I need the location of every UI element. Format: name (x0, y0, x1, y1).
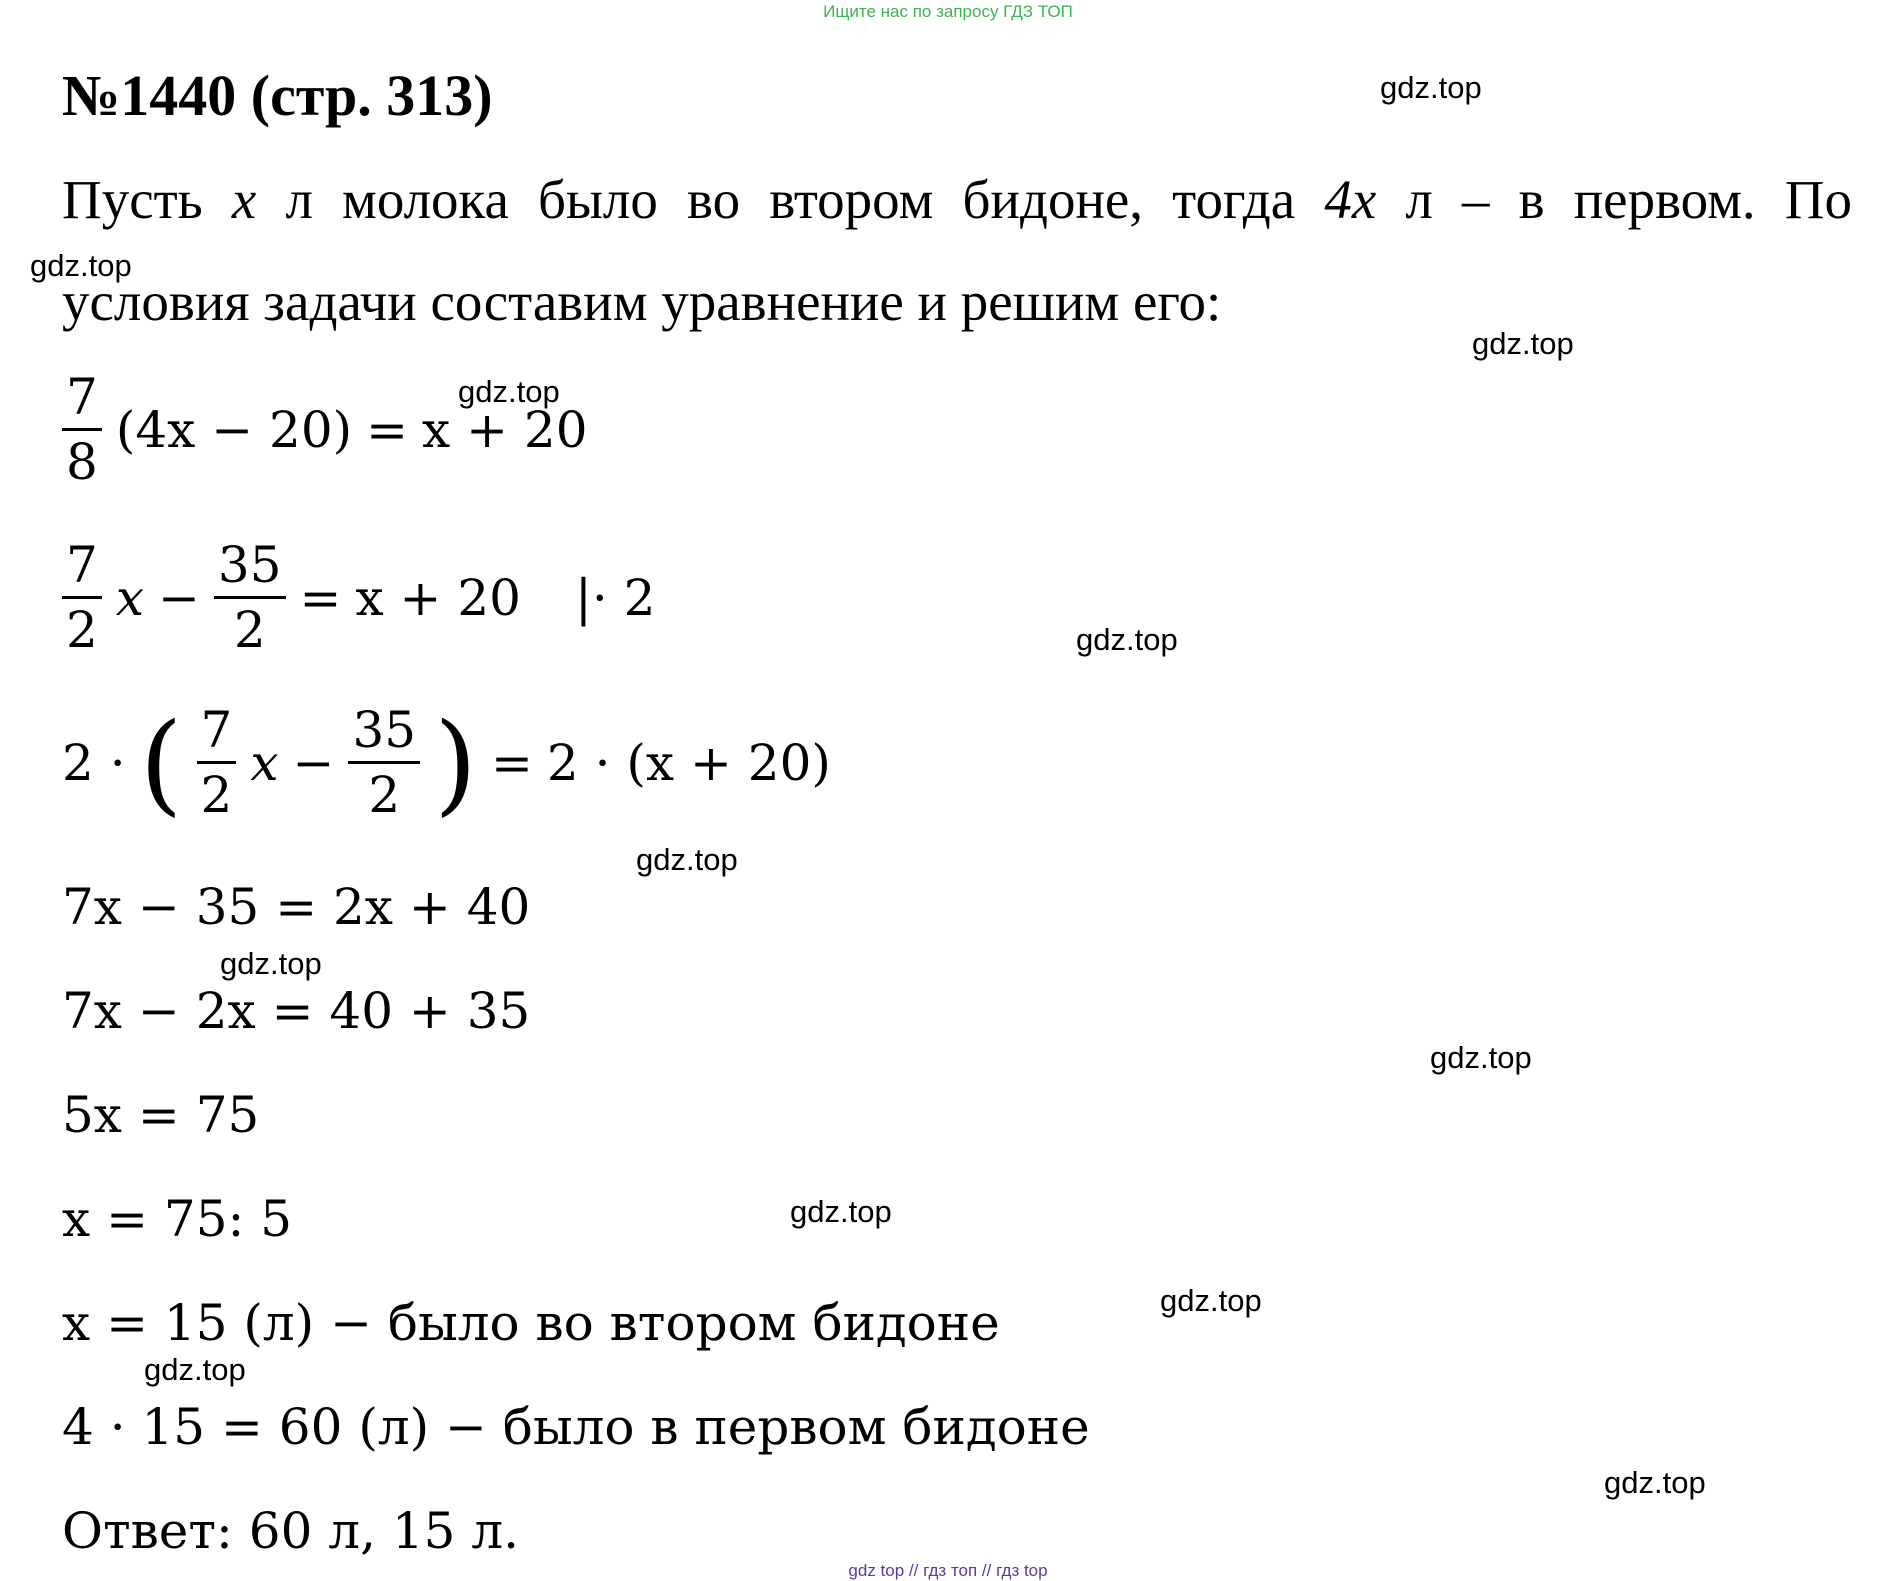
intro-var-x: x (231, 169, 257, 230)
equation-7: x = 75: 5 (62, 1190, 293, 1248)
intro-line-1 (62, 168, 1852, 231)
watermark: gdz.top (1430, 1040, 1532, 1075)
eq2-minus: − (158, 568, 200, 627)
equation-6: 5x = 75 (62, 1086, 260, 1144)
fraction-7-8: $\frac{7}{8}$ (62, 372, 102, 487)
equation-8: x = 15 (л) − было во втором бидоне (62, 1294, 1000, 1352)
watermark: gdz.top (636, 842, 738, 877)
watermark: gdz.top (1076, 622, 1178, 657)
search-banner: Ищите нас по запросу ГДЗ ТОП (823, 2, 1073, 21)
eq3-prefix: 2 · (62, 733, 126, 792)
watermark: gdz.top (1472, 326, 1574, 361)
fraction-35-2: $\frac{35}{2}$ (214, 540, 286, 655)
fraction-35-2-b: $\frac{35}{2}$ (348, 705, 420, 820)
watermark: gdz.top (144, 1352, 246, 1387)
watermark: gdz.top (1160, 1283, 1262, 1318)
eq1-lhs: (4x − 20) (115, 400, 353, 459)
fraction-7-2: $\frac{7}{2}$ (62, 540, 102, 655)
problem-title: №1440 (стр. 313) (62, 63, 493, 128)
eq3-left-paren: ( (139, 698, 183, 827)
eq3-x: x (250, 733, 279, 792)
watermark: gdz.top (220, 946, 322, 981)
equation-5: 7x − 2x = 40 + 35 (62, 982, 531, 1040)
intro-line-2: условия задачи составим уравнение и решим его: (62, 271, 1222, 332)
eq1-rhs: x + 20 (422, 400, 588, 459)
eq3-rhs: 2 · (x + 20) (546, 733, 831, 792)
eq2-rhs: x + 20 (355, 568, 521, 627)
watermark: gdz.top (1604, 1465, 1706, 1500)
equation-4: 7x − 35 = 2x + 40 (62, 878, 531, 936)
footer-links: gdz top // гдз топ // гдз top (848, 1561, 1048, 1580)
equation-9: 4 · 15 = 60 (л) − было в первом бидоне (62, 1398, 1090, 1456)
equation-3 (62, 698, 831, 827)
eq1-equals: = (366, 400, 409, 459)
eq3-minus: − (292, 733, 335, 792)
eq2-equals: = (299, 568, 342, 627)
watermark: gdz.top (1380, 70, 1482, 105)
eq2-multiplier: |· 2 (574, 568, 656, 627)
watermark: gdz.top (790, 1194, 892, 1229)
equation-2 (62, 536, 656, 659)
eq2-x: x (115, 568, 145, 627)
fraction-7-2-b: $\frac{7}{2}$ (197, 705, 237, 820)
intro-word-pust: Пусть (62, 169, 203, 230)
intro-var-4x: 4x (1324, 169, 1377, 230)
intro-text-mid: л молока было во втором бидоне, тогда (285, 169, 1296, 230)
answer-line: Ответ: 60 л, 15 л. (62, 1502, 520, 1560)
watermark: gdz.top (30, 248, 132, 283)
eq3-right-paren: ) (434, 698, 477, 827)
eq3-equals: = (491, 733, 533, 792)
watermark: gdz.top (458, 374, 560, 409)
intro-text-end: л – в первом. По (1405, 169, 1853, 230)
